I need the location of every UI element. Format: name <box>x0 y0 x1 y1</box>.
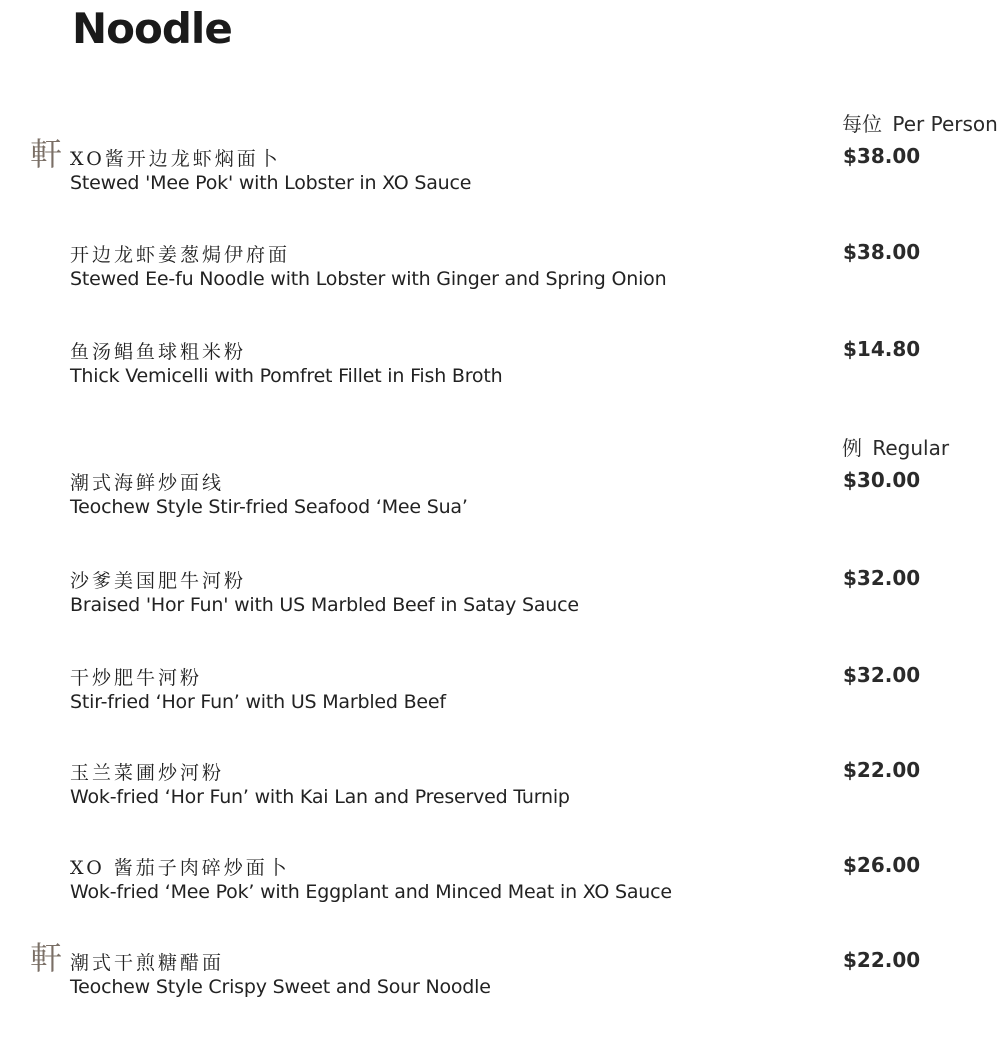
menu-item <box>0 939 1000 1008</box>
dish-name-en: Teochew Style Stir-fried Seafood ‘Mee Sua’ <box>70 496 468 518</box>
dish-name-zh: XO酱开边龙虾焖面卜 <box>70 148 281 170</box>
dish-price: $38.00 <box>843 240 921 264</box>
dish-name-zh: 玉兰菜圃炒河粉 <box>70 762 225 784</box>
dish-price: $22.00 <box>843 758 921 782</box>
menu-item <box>0 566 1000 626</box>
dish-name-en: Wok-fried ‘Hor Fun’ with Kai Lan and Preserved Turnip <box>70 786 570 808</box>
menu-item <box>0 240 1000 300</box>
signature-mark-icon: 軒 <box>30 135 63 173</box>
dish-name-en: Stir-fried ‘Hor Fun’ with US Marbled Beef <box>70 691 446 713</box>
dish-price: $32.00 <box>843 566 921 590</box>
dish-price: $30.00 <box>843 468 921 492</box>
dish-name-zh: XO 酱茄子肉碎炒面卜 <box>70 857 290 879</box>
dish-name-zh: 沙爹美国肥牛河粉 <box>70 570 247 592</box>
price-header-zh: 每位 <box>842 112 882 136</box>
menu-item <box>0 337 1000 397</box>
dish-price: $26.00 <box>843 853 921 877</box>
signature-mark-icon: 軒 <box>30 939 63 977</box>
dish-name-zh: 鱼汤鲳鱼球粗米粉 <box>70 341 247 363</box>
price-header-en: Regular <box>872 436 950 460</box>
price-header-per-person <box>842 108 998 137</box>
dish-price: $32.00 <box>843 663 921 687</box>
menu-item <box>0 663 1000 723</box>
dish-price: $22.00 <box>843 948 921 972</box>
menu-item <box>0 135 1000 204</box>
dish-name-zh: 干炒肥牛河粉 <box>70 667 203 689</box>
dish-name-zh: 潮式海鲜炒面线 <box>70 472 225 494</box>
dish-name-en: Thick Vemicelli with Pomfret Fillet in Fish Broth <box>70 365 503 387</box>
dish-price: $14.80 <box>843 337 921 361</box>
dish-name-zh: 开边龙虾姜葱焗伊府面 <box>70 244 291 266</box>
dish-name-en: Wok-fried ‘Mee Pok’ with Eggplant and Minced Meat in XO Sauce <box>70 881 672 903</box>
dish-name-en: Stewed 'Mee Pok' with Lobster in XO Sauce <box>70 172 472 194</box>
price-header-zh: 例 <box>842 436 862 460</box>
dish-price: $38.00 <box>843 144 921 168</box>
menu-item <box>0 468 1000 528</box>
dish-name-zh: 潮式干煎糖醋面 <box>70 952 225 974</box>
dish-name-en: Braised 'Hor Fun' with US Marbled Beef in Satay Sauce <box>70 594 579 616</box>
dish-name-en: Teochew Style Crispy Sweet and Sour Noodle <box>70 976 491 998</box>
price-header-regular <box>842 432 949 461</box>
dish-name-en: Stewed Ee-fu Noodle with Lobster with Ginger and Spring Onion <box>70 268 667 290</box>
menu-item <box>0 853 1000 913</box>
menu-item <box>0 758 1000 818</box>
page-title: Noodle <box>72 4 232 53</box>
price-header-en: Per Person <box>892 112 998 136</box>
